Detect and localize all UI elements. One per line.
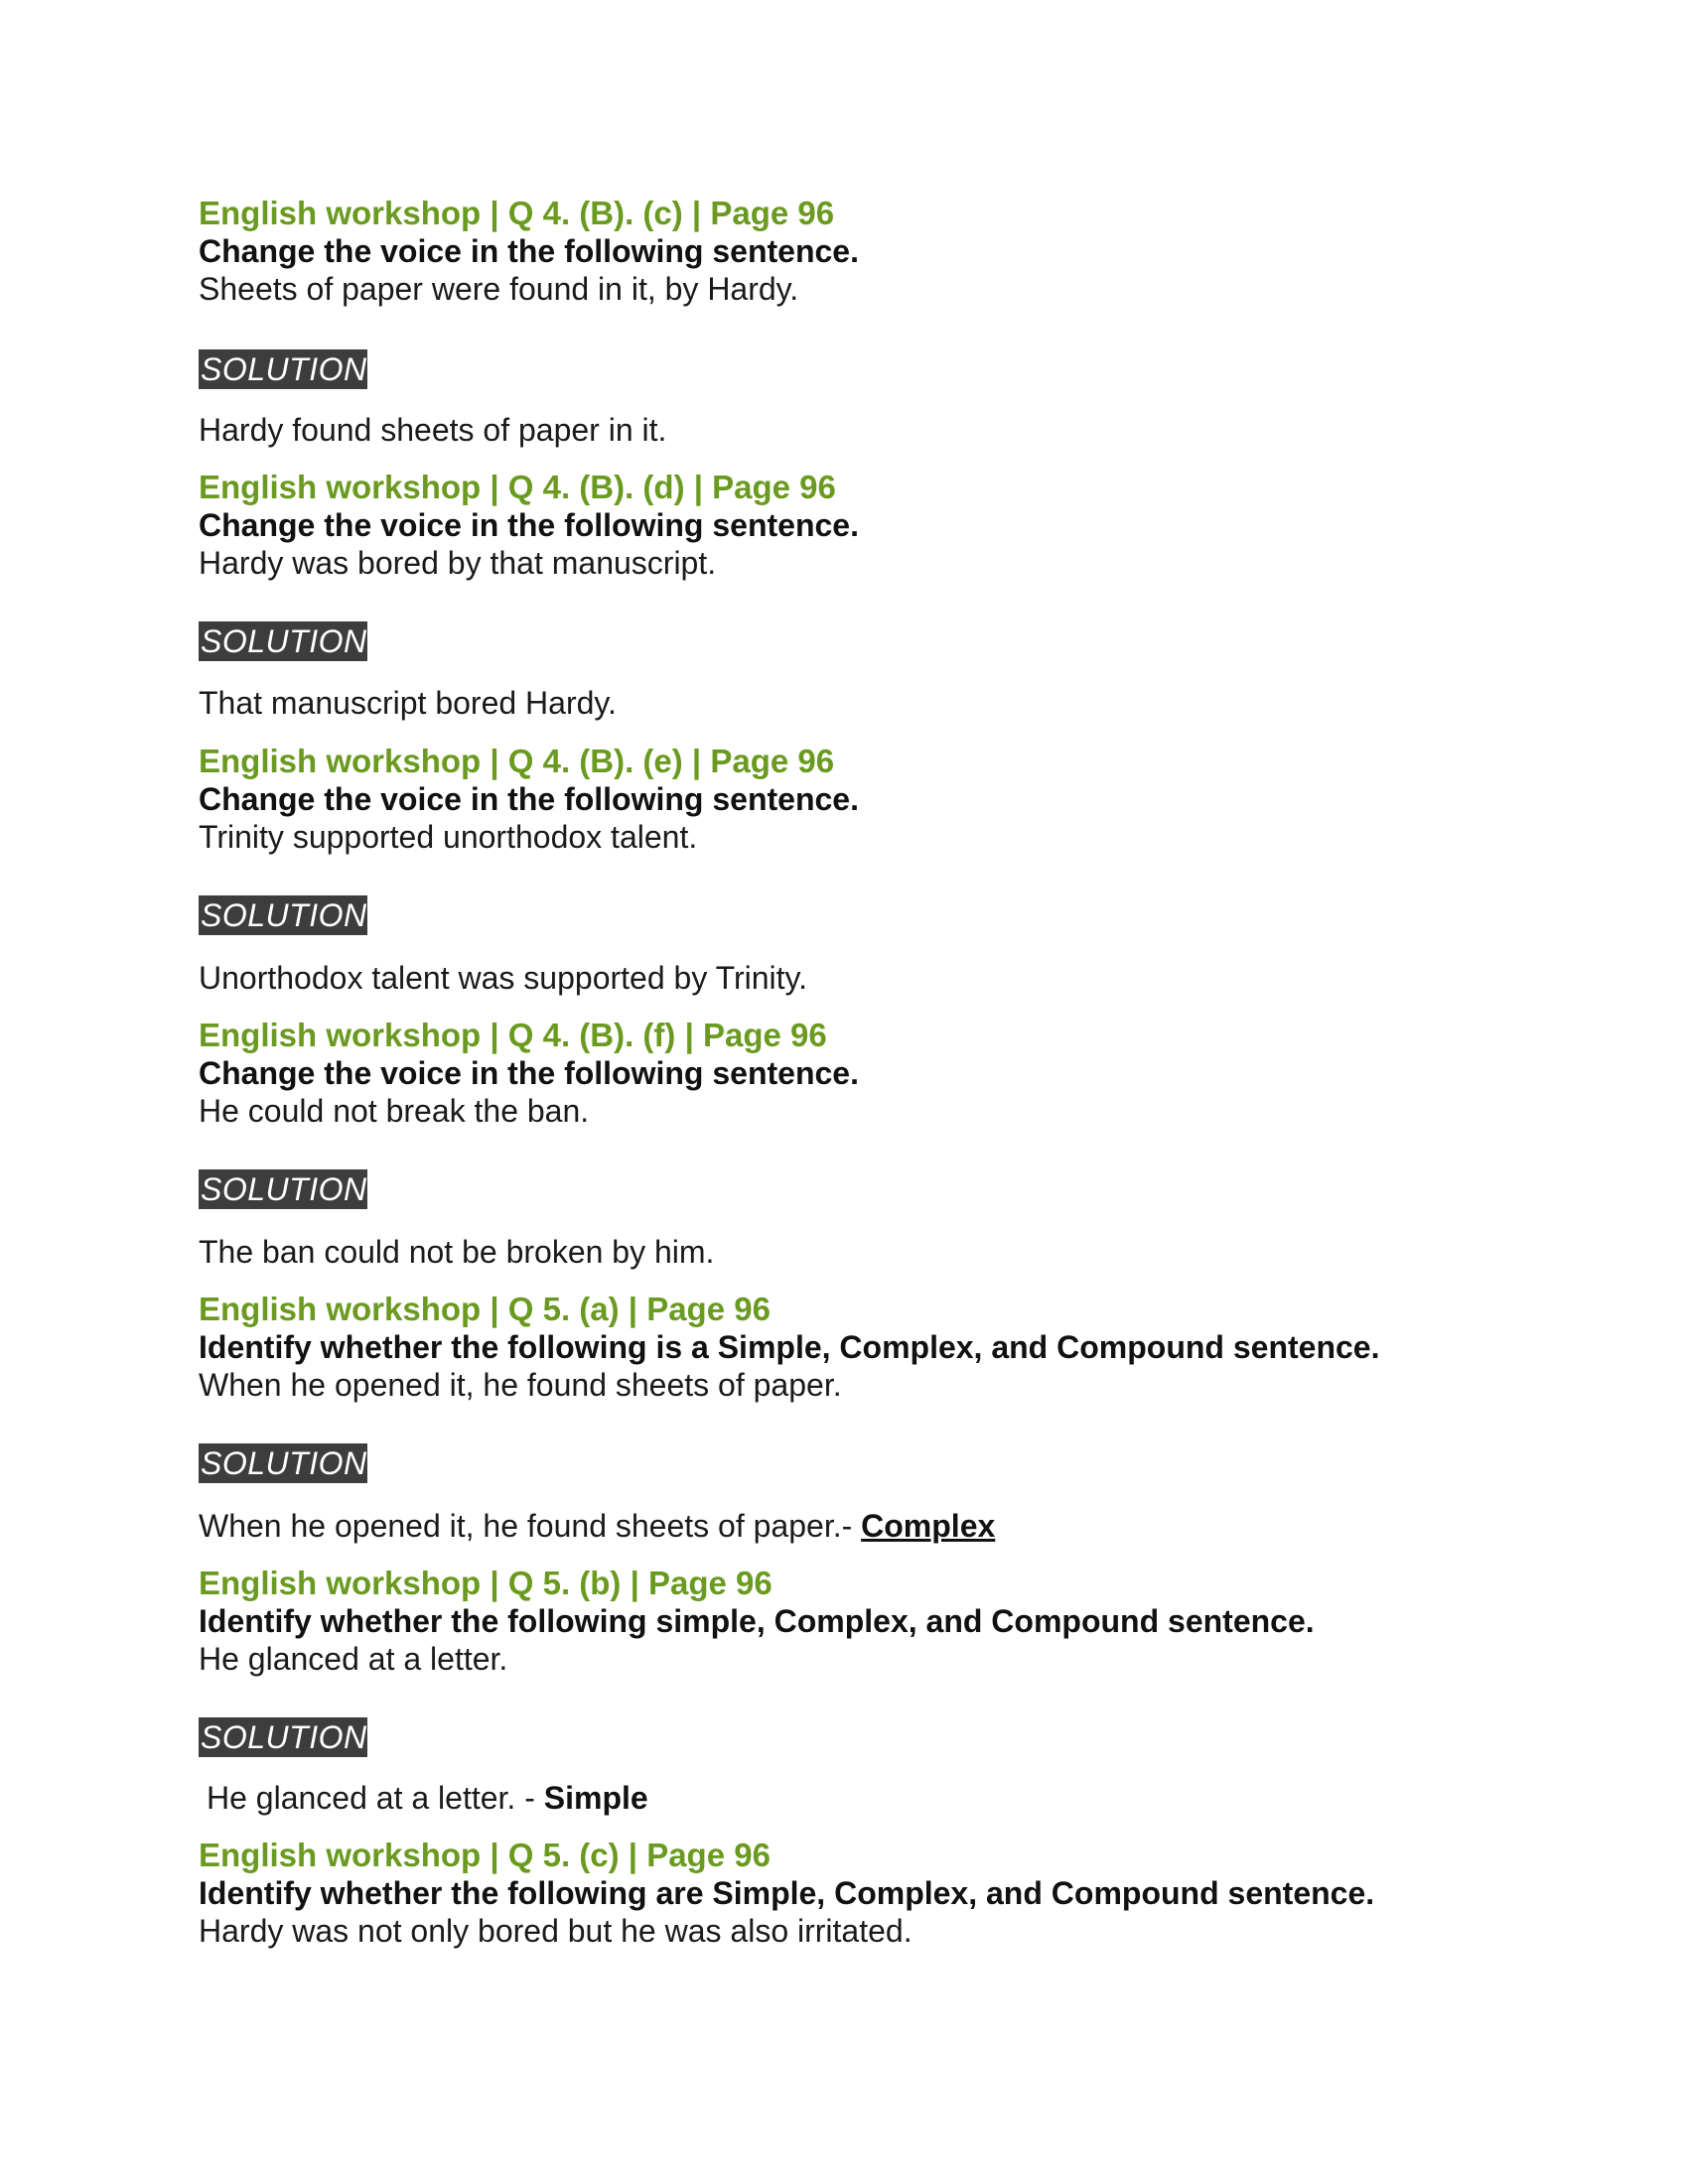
solution-answer <box>199 959 807 997</box>
sentence-type-label: Simple <box>543 1780 648 1816</box>
solution-label: SOLUTION <box>201 897 367 933</box>
answer-text: When he opened it, he found sheets of paper.- <box>199 1508 862 1544</box>
question-text: Hardy was not only bored but he was also irritated. <box>199 1913 913 1949</box>
question-block <box>199 1837 1589 1950</box>
question-block <box>199 195 1589 308</box>
question-instruction: Identify whether the following are Simple, Complex, and Compound sentence. <box>199 1875 1375 1911</box>
solution-answer <box>199 1233 714 1271</box>
question-text: Sheets of paper were found in it, by Hardy. <box>199 271 799 307</box>
answer-text: Hardy found sheets of paper in it. <box>199 412 667 448</box>
solution-label: SOLUTION <box>201 1719 367 1755</box>
sentence-type-label: Complex <box>861 1508 996 1544</box>
solution-label: SOLUTION <box>201 1445 367 1481</box>
question-heading: English workshop | Q 5. (b) | Page 96 <box>199 1565 773 1601</box>
question-heading: English workshop | Q 4. (B). (d) | Page 96 <box>199 469 836 505</box>
solution-answer <box>199 684 617 722</box>
answer-text: The ban could not be broken by him. <box>199 1234 715 1270</box>
question-block <box>199 1565 1589 1678</box>
question-instruction: Change the voice in the following sentence. <box>199 233 859 269</box>
question-text: He could not break the ban. <box>199 1093 590 1129</box>
document-page <box>199 0 1589 2184</box>
question-block <box>199 743 1589 856</box>
question-instruction: Identify whether the following is a Simple, Complex, and Compound sentence. <box>199 1329 1380 1365</box>
question-heading: English workshop | Q 4. (B). (e) | Page 96 <box>199 743 835 779</box>
question-block <box>199 469 1589 582</box>
solution-label: SOLUTION <box>201 623 367 659</box>
solution-answer <box>199 1507 995 1545</box>
question-instruction: Change the voice in the following sentence. <box>199 507 859 543</box>
question-heading: English workshop | Q 5. (c) | Page 96 <box>199 1837 771 1873</box>
question-text: Hardy was bored by that manuscript. <box>199 545 717 581</box>
answer-text: He glanced at a letter. - <box>207 1780 544 1816</box>
question-heading: English workshop | Q 4. (B). (c) | Page 96 <box>199 195 835 231</box>
question-heading: English workshop | Q 4. (B). (f) | Page 96 <box>199 1017 827 1053</box>
question-heading: English workshop | Q 5. (a) | Page 96 <box>199 1291 771 1327</box>
question-instruction: Identify whether the following simple, Complex, and Compound sentence. <box>199 1603 1315 1639</box>
question-text: Trinity supported unorthodox talent. <box>199 819 698 855</box>
solution-label: SOLUTION <box>201 1171 367 1207</box>
solution-answer <box>207 1779 648 1817</box>
solution-label: SOLUTION <box>201 351 367 387</box>
question-block <box>199 1017 1589 1130</box>
solution-answer <box>199 411 666 449</box>
question-instruction: Change the voice in the following sentence. <box>199 781 859 817</box>
answer-text: That manuscript bored Hardy. <box>199 685 617 721</box>
question-instruction: Change the voice in the following sentence. <box>199 1055 859 1091</box>
question-block <box>199 1291 1589 1404</box>
question-text: When he opened it, he found sheets of paper. <box>199 1367 842 1403</box>
answer-text: Unorthodox talent was supported by Trinity. <box>199 960 808 996</box>
question-text: He glanced at a letter. <box>199 1641 508 1677</box>
